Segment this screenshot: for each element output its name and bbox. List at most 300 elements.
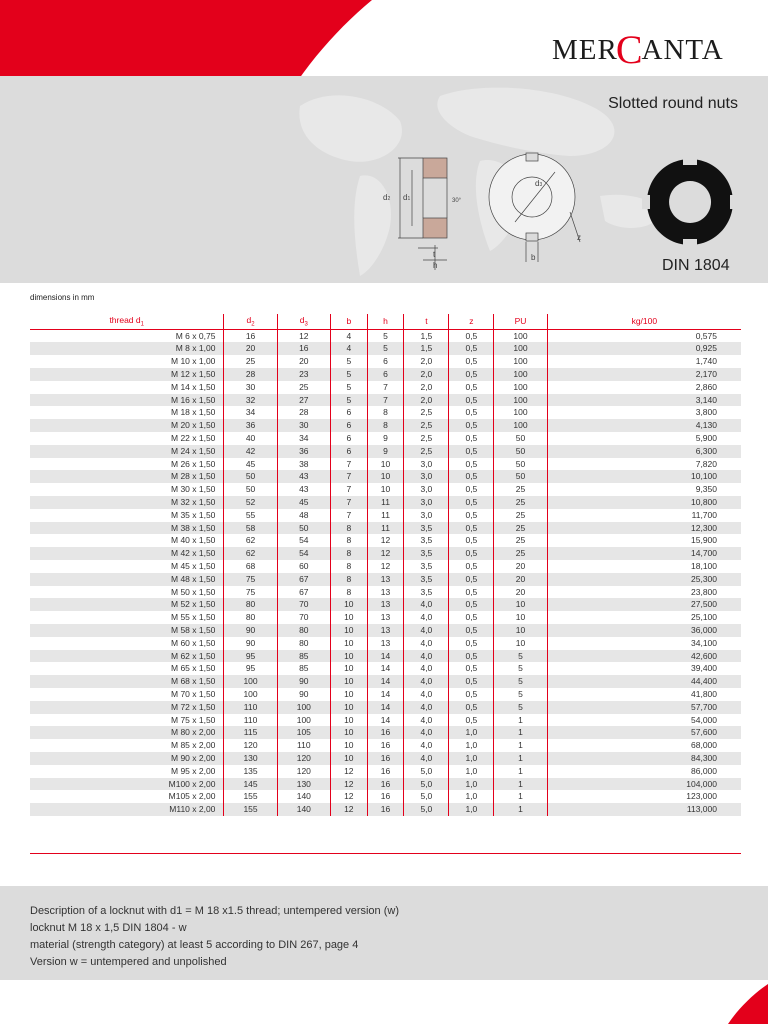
table-row [30,701,741,714]
table-cell: 0,575 [547,329,741,342]
table-cell: M 95 x 2,00 [171,765,216,776]
table-cell: 5 [494,675,547,688]
table-cell: 9 [367,432,404,445]
table-cell: 52 [224,496,277,509]
table-cell: 5 [494,701,547,714]
table-cell: 100 [494,342,547,355]
table-cell: 43 [277,470,330,483]
table-row [30,534,741,547]
table-cell: 1,0 [449,765,494,778]
table-cell: 4,0 [404,739,449,752]
table-cell: 3,0 [404,496,449,509]
table-cell: 1,0 [449,790,494,803]
table-row [30,688,741,701]
table-cell: 27,500 [547,598,741,611]
table-cell: 12 [367,534,404,547]
table-cell: 34,100 [547,637,741,650]
table-cell: 57,600 [547,726,741,739]
table-cell: 44,400 [547,675,741,688]
table-cell: M 58 x 1,50 [30,624,224,637]
table-row [30,432,741,445]
table-cell: 3,0 [404,470,449,483]
table-cell: 42 [224,445,277,458]
table-cell: M 30 x 1,50 [171,484,216,495]
table-cell: 90 [277,675,330,688]
table-cell: M 14 x 1,50 [171,381,216,392]
table-cell: 16 [367,778,404,791]
table-cell: 16 [367,739,404,752]
table-row [30,790,741,803]
table-cell: 1 [494,765,547,778]
table-cell: 3,5 [404,547,449,560]
table-cell: 80 [224,598,277,611]
table-cell: 6 [330,419,367,432]
table-cell: 10 [330,675,367,688]
table-cell: 5 [367,342,404,355]
table-cell: 28 [224,368,277,381]
table-row [30,394,741,407]
table-cell: 50 [224,483,277,496]
red-corner-graphic [638,984,768,1024]
table-cell: 3,5 [404,560,449,573]
table-cell: 13 [367,586,404,599]
table-cell: 84,300 [547,752,741,765]
table-row [30,445,741,458]
table-cell: 2,0 [404,355,449,368]
table-cell: 110 [224,714,277,727]
table-cell: 2,170 [547,368,741,381]
table-cell: 67 [277,586,330,599]
table-cell: 100 [494,329,547,342]
table-row [30,329,741,342]
table-cell: M 62 x 1,50 [30,650,224,663]
table-row [30,675,741,688]
table-cell: 1,0 [449,752,494,765]
table-cell: 12 [277,329,330,342]
table-cell: 5 [330,381,367,394]
table-cell: 155 [224,803,277,816]
table-row [30,573,741,586]
table-cell: 2,5 [404,406,449,419]
table-cell: 0,5 [449,329,494,342]
table-row [30,342,741,355]
table-cell: 14 [367,650,404,663]
table-cell: 15,900 [547,534,741,547]
footer-description [30,903,399,971]
table-cell: 100 [494,355,547,368]
table-cell: M 42 x 1,50 [30,547,224,560]
table-row [30,381,741,394]
table-cell: 67 [277,573,330,586]
table-cell: 68,000 [547,739,741,752]
table-cell: M 8 x 1,00 [30,342,224,355]
t-label: t [433,250,436,259]
table-cell: 5 [367,329,404,342]
table-cell: 36 [224,419,277,432]
table-cell: 5 [330,394,367,407]
standard-label: DIN 1804 [662,257,730,274]
table-cell: 0,5 [449,714,494,727]
table-cell: M100 x 2,00 [30,778,224,791]
table-cell: M 10 x 1,00 [171,356,216,367]
d1-label: d1 [403,193,411,202]
table-cell: M 75 x 1,50 [171,714,216,725]
table-row [30,598,741,611]
table-cell: 50 [224,470,277,483]
table-cell: M 90 x 2,00 [30,752,224,765]
table-cell: 25 [277,381,330,394]
table-cell: 8 [330,547,367,560]
table-cell: 6,300 [547,445,741,458]
table-cell: 5,0 [404,803,449,816]
table-cell: 120 [277,765,330,778]
table-cell: 10 [494,624,547,637]
table-cell: 100 [494,406,547,419]
table-cell: 0,5 [449,522,494,535]
table-cell: M 22 x 1,50 [171,433,216,444]
table-cell: 2,860 [547,381,741,394]
table-cell: M 18 x 1,50 [171,407,216,418]
table-cell: M 40 x 1,50 [171,535,216,546]
table-cell: 4,0 [404,637,449,650]
table-cell: 10 [330,688,367,701]
table-cell: 0,5 [449,355,494,368]
table-cell: 50 [494,458,547,471]
table-cell: 0,5 [449,637,494,650]
table-cell: 13 [367,637,404,650]
table-cell: 25 [494,522,547,535]
table-cell: M 85 x 2,00 [171,740,216,751]
table-cell: 10 [330,662,367,675]
table-header-row [30,314,741,329]
table-row [30,368,741,381]
table-cell: 0,5 [449,458,494,471]
table-cell: 70 [277,611,330,624]
table-cell: 140 [277,803,330,816]
table-cell: 50 [494,470,547,483]
table-cell: 95 [224,650,277,663]
table-cell: 50 [494,445,547,458]
table-cell: M 50 x 1,50 [171,586,216,597]
table-cell: 7 [367,381,404,394]
table-cell: 85 [277,662,330,675]
table-cell: M 48 x 1,50 [30,573,224,586]
table-row [30,637,741,650]
table-cell: 27 [277,394,330,407]
table-cell: 58 [224,522,277,535]
table-cell: 0,5 [449,483,494,496]
table-cell: 0,5 [449,598,494,611]
table-cell: 4 [330,342,367,355]
table-cell: 70 [277,598,330,611]
table-cell: 45 [277,496,330,509]
table-cell: M 16 x 1,50 [30,394,224,407]
table-cell: 7 [330,458,367,471]
table-cell: 6 [330,406,367,419]
table-row [30,509,741,522]
table-cell: 12 [330,790,367,803]
table-cell: 41,800 [547,688,741,701]
table-cell: 90 [224,624,277,637]
table-cell: 3,0 [404,458,449,471]
table-cell: 7 [330,483,367,496]
table-cell: 10 [330,726,367,739]
section-view-drawing [378,150,478,280]
table-cell: 7 [330,509,367,522]
table-cell: 36 [277,445,330,458]
table-row [30,803,741,816]
table-row [30,714,741,727]
page-title: Slotted round nuts [608,95,738,112]
table-cell: 155 [224,790,277,803]
table-cell: 104,000 [547,778,741,791]
table-row [30,650,741,663]
table-cell: 1 [494,778,547,791]
column-header: $d_3$ [277,314,330,329]
table-cell: 55 [224,509,277,522]
table-cell: 3,5 [404,522,449,535]
table-cell: 0,925 [547,342,741,355]
table-cell: 54 [277,534,330,547]
table-cell: 11 [367,522,404,535]
dimensions-note: dimensions in mm [30,293,95,302]
table-cell: 10 [367,470,404,483]
table-cell: 25,100 [547,611,741,624]
table-cell: 14 [367,714,404,727]
table-cell: 135 [224,765,277,778]
footer-line: locknut M 18 x 1,5 DIN 1804 - w [30,922,187,934]
table-cell: 4 [330,329,367,342]
table-cell: 140 [277,790,330,803]
table-cell: 90 [224,637,277,650]
table-cell: 1 [494,726,547,739]
table-cell: 36,000 [547,624,741,637]
table-cell: 50 [277,522,330,535]
table-cell: 75 [224,573,277,586]
table-cell: 8 [367,419,404,432]
table-row [30,778,741,791]
table-cell: 23 [277,368,330,381]
table-cell: M 72 x 1,50 [30,701,224,714]
table-cell: 0,5 [449,688,494,701]
table-cell: 20 [494,573,547,586]
table-cell: 16 [224,329,277,342]
table-cell: 12 [367,560,404,573]
table-cell: 100 [277,714,330,727]
table-cell: M 60 x 1,50 [171,637,216,648]
table-cell: 7 [367,394,404,407]
table-cell: 6 [367,355,404,368]
table-cell: 13 [367,598,404,611]
table-cell: 40 [224,432,277,445]
table-cell: 5 [494,688,547,701]
table-cell: 100 [494,368,547,381]
table-cell: 25 [224,355,277,368]
table-cell: 0,5 [449,586,494,599]
table-cell: 10 [330,637,367,650]
table-cell: 0,5 [449,419,494,432]
table-cell: 20 [277,355,330,368]
table-cell: 14 [367,688,404,701]
table-row [30,624,741,637]
footer-line: Description of a locknut with d1 = M 18 x1.5 thread; untempered version (w) [30,905,399,917]
table-cell: 0,5 [449,509,494,522]
table-cell: 50 [494,432,547,445]
table-cell: 1,0 [449,778,494,791]
table-cell: 16 [367,803,404,816]
table-cell: M 55 x 1,50 [171,612,216,623]
table-row [30,522,741,535]
table-cell: 3,5 [404,586,449,599]
table-cell: 14 [367,675,404,688]
table-cell: 4,0 [404,624,449,637]
table-cell: 3,0 [404,483,449,496]
dimensions-table [30,314,741,816]
table-cell: M 12 x 1,50 [30,368,224,381]
table-cell: M 20 x 1,50 [30,419,224,432]
table-cell: 38 [277,458,330,471]
table-cell: 10 [367,458,404,471]
table-cell: 4,130 [547,419,741,432]
table-cell: 95 [224,662,277,675]
front-view-drawing [485,152,595,272]
table-cell: 12 [330,778,367,791]
table-cell: 0,5 [449,534,494,547]
table-cell: 5,0 [404,765,449,778]
table-cell: 145 [224,778,277,791]
table-cell: 3,140 [547,394,741,407]
table-cell: 86,000 [547,765,741,778]
table-cell: 5 [330,368,367,381]
table-row [30,406,741,419]
table-cell: 34 [277,432,330,445]
table-cell: 5,0 [404,790,449,803]
table-bottom-rule [30,853,741,854]
table-cell: 13 [367,624,404,637]
table-cell: 2,5 [404,445,449,458]
table-cell: 10 [330,650,367,663]
table-cell: 120 [277,752,330,765]
table-cell: 7 [330,496,367,509]
table-cell: 0,5 [449,675,494,688]
table-cell: 8 [330,522,367,535]
table-cell: 54 [277,547,330,560]
table-cell: 25 [494,547,547,560]
table-cell: 2,0 [404,381,449,394]
table-row [30,560,741,573]
table-cell: 1,5 [404,342,449,355]
table-cell: 0,5 [449,496,494,509]
table-cell: 16 [367,752,404,765]
table-cell: 16 [367,790,404,803]
table-cell: 5 [494,650,547,663]
table-cell: 105 [277,726,330,739]
table-cell: 4,0 [404,675,449,688]
table-cell: 130 [277,778,330,791]
table-cell: 62 [224,534,277,547]
table-cell: 10 [330,598,367,611]
column-header: t [404,314,449,329]
table-cell: 8 [330,586,367,599]
d3-label: d3 [535,179,543,188]
table-cell: 0,5 [449,547,494,560]
table-cell: 0,5 [449,624,494,637]
table-cell: 90 [277,688,330,701]
table-row [30,496,741,509]
table-cell: 0,5 [449,470,494,483]
table-cell: 2,0 [404,394,449,407]
table-cell: 0,5 [449,342,494,355]
table-cell: 25 [494,483,547,496]
table-cell: 10 [367,483,404,496]
table-cell: 1 [494,803,547,816]
table-cell: 20 [224,342,277,355]
table-cell: 16 [367,726,404,739]
table-cell: 100 [494,381,547,394]
table-cell: M 45 x 1,50 [171,561,216,572]
table-cell: 10,100 [547,470,741,483]
table-cell: 10 [494,637,547,650]
table-cell: 9 [367,445,404,458]
table-cell: 10 [330,701,367,714]
column-header: thread $d_1$ [30,314,224,329]
table-cell: M 52 x 1,50 [30,598,224,611]
table-cell: 11 [367,509,404,522]
table-cell: 10 [494,598,547,611]
table-cell: 85 [277,650,330,663]
table-cell: 100 [224,675,277,688]
table-cell: 12 [367,547,404,560]
table-cell: 2,5 [404,419,449,432]
table-cell: 0,5 [449,701,494,714]
table-cell: 25 [494,496,547,509]
table-cell: 54,000 [547,714,741,727]
table-cell: 1 [494,790,547,803]
table-cell: 20 [494,560,547,573]
table-cell: 9,350 [547,483,741,496]
table-cell: 113,000 [547,803,741,816]
table-cell: 6 [367,368,404,381]
table-cell: 5,900 [547,432,741,445]
table-cell: 11 [367,496,404,509]
column-header: h [367,314,404,329]
table-cell: 30 [277,419,330,432]
table-cell: 5,0 [404,778,449,791]
table-cell: 0,5 [449,573,494,586]
table-row [30,662,741,675]
column-header: z [449,314,494,329]
table-cell: 42,600 [547,650,741,663]
table-cell: 6 [330,445,367,458]
table-cell: 8 [330,534,367,547]
table-cell: 3,5 [404,534,449,547]
table-cell: 0,5 [449,650,494,663]
table-row [30,586,741,599]
z-label: z [577,233,581,242]
column-header: PU [494,314,547,329]
table-cell: M 35 x 1,50 [171,509,216,520]
table-cell: M 68 x 1,50 [30,675,224,688]
table-cell: 110 [277,739,330,752]
table-cell: 0,5 [449,406,494,419]
table-cell: 4,0 [404,662,449,675]
table-cell: 8 [330,573,367,586]
table-cell: 25,300 [547,573,741,586]
table-cell: 13 [367,611,404,624]
table-cell: 10 [494,611,547,624]
table-cell: 11,700 [547,509,741,522]
table-cell: 0,5 [449,662,494,675]
